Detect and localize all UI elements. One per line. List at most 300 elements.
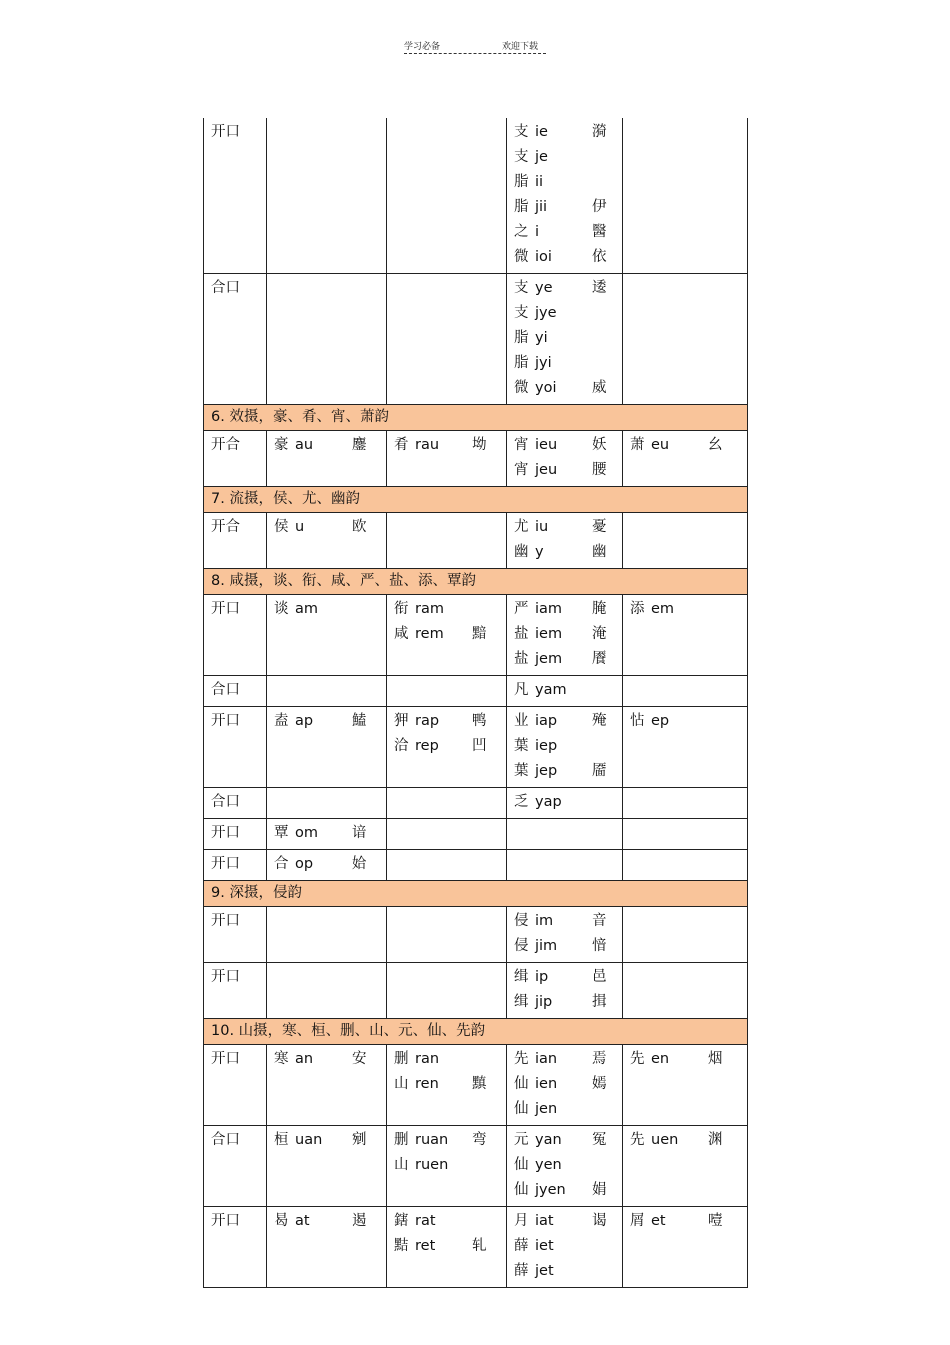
example-character: 腰 xyxy=(592,462,607,478)
rhyme-entry xyxy=(394,622,499,647)
rhyme-entry xyxy=(394,433,499,458)
rhyme-character: 鎋 xyxy=(394,1213,409,1229)
rhyme-romanization: iet xyxy=(535,1238,554,1254)
rhyme-character: 凡 xyxy=(514,682,529,698)
rhyme-entry xyxy=(394,1209,499,1234)
rhyme-character: 屑 xyxy=(630,1213,645,1229)
rhyme-romanization: om xyxy=(295,825,318,841)
rhyme-character: 微 xyxy=(514,249,529,265)
table-row xyxy=(204,676,748,707)
rhyme-cell xyxy=(507,431,623,487)
rhyme-character: 支 xyxy=(514,149,529,165)
rhyme-character: 支 xyxy=(514,305,529,321)
rhyme-romanization: ii xyxy=(535,174,544,190)
rhyme-cell xyxy=(623,850,748,881)
example-character: 娟 xyxy=(592,1182,607,1198)
rhyme-character: 合 xyxy=(274,856,289,872)
row-label: 开口 xyxy=(204,819,267,850)
rhyme-cell xyxy=(387,850,507,881)
rhyme-romanization: im xyxy=(535,913,554,929)
row-label: 开口 xyxy=(204,963,267,1019)
example-character: 幽 xyxy=(592,544,607,560)
rhyme-character: 支 xyxy=(514,280,529,296)
rhyme-romanization: at xyxy=(295,1213,310,1229)
rhyme-romanization: jim xyxy=(535,938,558,954)
rhyme-cell xyxy=(507,676,623,707)
example-character: 鸭 xyxy=(472,713,487,729)
rhyme-entry xyxy=(514,1047,615,1072)
rhyme-cell xyxy=(387,676,507,707)
rhyme-romanization: iem xyxy=(535,626,563,642)
rhyme-character: 洽 xyxy=(394,738,409,754)
rhyme-cell xyxy=(387,788,507,819)
rhyme-cell xyxy=(267,963,387,1019)
example-character: 愔 xyxy=(592,938,607,954)
rhyme-entry xyxy=(514,120,615,145)
rhyme-romanization: ruan xyxy=(415,1132,449,1148)
rhyme-entry xyxy=(514,195,615,220)
rhyme-character: 仙 xyxy=(514,1157,529,1173)
rhyme-entry xyxy=(514,1128,615,1153)
example-character: 鰪 xyxy=(352,713,367,729)
example-character: 凹 xyxy=(472,738,487,754)
rhyme-cell xyxy=(387,274,507,405)
rhyme-entry xyxy=(630,597,740,622)
rhyme-romanization: jye xyxy=(535,305,557,321)
rhyme-character: 薛 xyxy=(514,1263,529,1279)
rhyme-cell xyxy=(267,118,387,274)
example-character: 剜 xyxy=(352,1132,367,1148)
rhyme-cell xyxy=(507,274,623,405)
rhyme-romanization: yap xyxy=(535,794,562,810)
rhyme-character: 盐 xyxy=(514,626,529,642)
rhyme-cell xyxy=(623,819,748,850)
rhyme-entry xyxy=(274,852,379,877)
rhyme-romanization: iu xyxy=(535,519,549,535)
rhyme-romanization: yoi xyxy=(535,380,557,396)
rhyme-character: 宵 xyxy=(514,437,529,453)
rhyme-entry xyxy=(630,433,740,458)
rhyme-cell xyxy=(623,1207,748,1288)
rhyme-character: 萧 xyxy=(630,437,645,453)
table-row xyxy=(204,788,748,819)
rhyme-entry xyxy=(394,709,499,734)
example-character: 妖 xyxy=(592,437,607,453)
rhyme-cell xyxy=(387,1126,507,1207)
rhyme-character: 葉 xyxy=(514,738,529,754)
rhyme-character: 衔 xyxy=(394,601,409,617)
rhyme-romanization: jet xyxy=(535,1263,554,1279)
rhyme-entry xyxy=(514,376,615,401)
rhyme-romanization: op xyxy=(295,856,314,872)
rhyme-romanization: rem xyxy=(415,626,444,642)
rhyme-character: 脂 xyxy=(514,355,529,371)
rhyme-romanization: am xyxy=(295,601,319,617)
example-character: 幺 xyxy=(708,437,723,453)
rhyme-entry xyxy=(514,145,615,170)
rhyme-character: 宵 xyxy=(514,462,529,478)
rhyme-character: 盐 xyxy=(514,651,529,667)
rhyme-entry xyxy=(514,734,615,759)
rhyme-entry xyxy=(514,326,615,351)
rhyme-cell xyxy=(507,1045,623,1126)
rhyme-entry xyxy=(514,678,615,703)
section-header-row xyxy=(204,881,748,907)
rhyme-romanization: iap xyxy=(535,713,558,729)
rhyme-entry xyxy=(514,759,615,784)
rhyme-cell xyxy=(507,707,623,788)
rhyme-entry xyxy=(514,597,615,622)
rhyme-character: 侵 xyxy=(514,913,529,929)
rhyme-cell xyxy=(387,707,507,788)
rhyme-entry xyxy=(514,245,615,270)
rhyme-character: 先 xyxy=(630,1051,645,1067)
rhyme-entry xyxy=(514,622,615,647)
header-left-text: 学习必备 xyxy=(404,42,441,52)
rhyme-character: 怗 xyxy=(630,713,645,729)
page-header xyxy=(404,39,546,57)
rhyme-cell xyxy=(507,118,623,274)
rhyme-romanization: et xyxy=(651,1213,666,1229)
example-character: 渊 xyxy=(708,1132,723,1148)
example-character: 漪 xyxy=(592,124,607,140)
rhyme-romanization: jeu xyxy=(535,462,558,478)
rhyme-cell xyxy=(623,513,748,569)
rhyme-character: 仙 xyxy=(514,1101,529,1117)
rhyme-entry xyxy=(514,458,615,483)
rhyme-entry xyxy=(394,1234,499,1259)
rhyme-character: 脂 xyxy=(514,199,529,215)
section-header-row xyxy=(204,1019,748,1045)
rhyme-character: 寒 xyxy=(274,1051,289,1067)
row-label: 开合 xyxy=(204,513,267,569)
rhyme-romanization: yen xyxy=(535,1157,562,1173)
rhyme-cell xyxy=(507,788,623,819)
rhyme-character: 山 xyxy=(394,1157,409,1173)
rhyme-table-body xyxy=(204,118,748,1288)
rhyme-character: 薛 xyxy=(514,1238,529,1254)
rhyme-romanization: ye xyxy=(535,280,553,296)
example-character: 烟 xyxy=(708,1051,723,1067)
rhyme-entry xyxy=(394,734,499,759)
example-character: 遏 xyxy=(352,1213,367,1229)
rhyme-entry xyxy=(394,1153,499,1178)
rhyme-romanization: iat xyxy=(535,1213,554,1229)
rhyme-character: 先 xyxy=(630,1132,645,1148)
rhyme-romanization: rap xyxy=(415,713,440,729)
row-label: 开口 xyxy=(204,1207,267,1288)
rhyme-romanization: iam xyxy=(535,601,563,617)
table-row xyxy=(204,819,748,850)
rhyme-cell xyxy=(623,431,748,487)
rhyme-entry xyxy=(514,965,615,990)
rhyme-entry xyxy=(514,276,615,301)
rhyme-entry xyxy=(514,301,615,326)
section-title: 8. 咸摄，谈、衔、咸、严、盐、添、覃韵 xyxy=(204,569,748,595)
rhyme-entry xyxy=(274,1128,379,1153)
example-character: 醫 xyxy=(592,224,607,240)
example-character: 欧 xyxy=(352,519,367,535)
rhyme-character: 脂 xyxy=(514,174,529,190)
rhyme-entry xyxy=(514,1072,615,1097)
table-row xyxy=(204,850,748,881)
rhyme-cell xyxy=(507,1207,623,1288)
rhyme-romanization: yi xyxy=(535,330,548,346)
rhyme-entry xyxy=(274,1047,379,1072)
rhyme-character: 删 xyxy=(394,1051,409,1067)
rhyme-romanization: y xyxy=(535,544,544,560)
rhyme-entry xyxy=(514,934,615,959)
table-row xyxy=(204,1045,748,1126)
rhyme-character: 微 xyxy=(514,380,529,396)
example-character: 威 xyxy=(592,380,607,396)
rhyme-romanization: ien xyxy=(535,1076,558,1092)
rhyme-character: 缉 xyxy=(514,994,529,1010)
row-label: 开口 xyxy=(204,907,267,963)
rhyme-character: 咸 xyxy=(394,626,409,642)
table-row xyxy=(204,513,748,569)
rhyme-cell xyxy=(267,850,387,881)
example-character: 揖 xyxy=(592,994,607,1010)
rhyme-cell xyxy=(387,1207,507,1288)
rhyme-romanization: eu xyxy=(651,437,670,453)
rhyme-cell xyxy=(507,819,623,850)
rhyme-character: 仙 xyxy=(514,1182,529,1198)
rhyme-romanization: ian xyxy=(535,1051,558,1067)
rhyme-character: 删 xyxy=(394,1132,409,1148)
rhyme-romanization: jii xyxy=(535,199,548,215)
section-header-row xyxy=(204,405,748,431)
section-header-row xyxy=(204,487,748,513)
rhyme-entry xyxy=(514,351,615,376)
example-character: 焉 xyxy=(592,1051,607,1067)
rhyme-entry xyxy=(630,1209,740,1234)
rhyme-character: 先 xyxy=(514,1051,529,1067)
section-header-row xyxy=(204,569,748,595)
example-character: 嫣 xyxy=(592,1076,607,1092)
rhyme-character: 添 xyxy=(630,601,645,617)
row-label: 开口 xyxy=(204,1045,267,1126)
rhyme-entry xyxy=(514,990,615,1015)
rhyme-character: 侯 xyxy=(274,519,289,535)
rhyme-cell xyxy=(623,676,748,707)
example-character: 弯 xyxy=(472,1132,487,1148)
rhyme-entry xyxy=(514,647,615,672)
table-row xyxy=(204,595,748,676)
rhyme-character: 严 xyxy=(514,601,529,617)
rhyme-entry xyxy=(514,1259,615,1284)
rhyme-romanization: uan xyxy=(295,1132,323,1148)
section-title: 9. 深摄，侵韵 xyxy=(204,881,748,907)
rhyme-character: 盍 xyxy=(274,713,289,729)
rhyme-romanization: au xyxy=(295,437,314,453)
rhyme-romanization: yam xyxy=(535,682,567,698)
rhyme-entry xyxy=(514,1234,615,1259)
rhyme-cell xyxy=(623,118,748,274)
rhyme-cell xyxy=(623,963,748,1019)
row-label: 开口 xyxy=(204,118,267,274)
rhyme-character: 豪 xyxy=(274,437,289,453)
example-character: 冤 xyxy=(592,1132,607,1148)
rhyme-character: 黠 xyxy=(394,1238,409,1254)
rhyme-cell xyxy=(387,513,507,569)
rhyme-entry xyxy=(514,1209,615,1234)
rhyme-cell xyxy=(623,707,748,788)
rhyme-cell xyxy=(267,707,387,788)
rhyme-romanization: ioi xyxy=(535,249,552,265)
rhyme-character: 曷 xyxy=(274,1213,289,1229)
rhyme-romanization: an xyxy=(295,1051,314,1067)
row-label: 合口 xyxy=(204,788,267,819)
rhyme-character: 肴 xyxy=(394,437,409,453)
rhyme-cell xyxy=(267,819,387,850)
rhyme-character: 元 xyxy=(514,1132,529,1148)
rhyme-entry xyxy=(394,1128,499,1153)
rhyme-cell xyxy=(387,1045,507,1126)
rhyme-cell xyxy=(507,595,623,676)
rhyme-romanization: rep xyxy=(415,738,439,754)
table-row xyxy=(204,431,748,487)
rhyme-cell xyxy=(623,1126,748,1207)
example-character: 谙 xyxy=(352,825,367,841)
rhyme-entry xyxy=(514,540,615,565)
rhyme-cell xyxy=(267,274,387,405)
rhyme-entry xyxy=(514,709,615,734)
rhyme-cell xyxy=(507,513,623,569)
rhyme-cell xyxy=(507,907,623,963)
rhyme-cell xyxy=(623,274,748,405)
rhyme-character: 支 xyxy=(514,124,529,140)
rhyme-character: 乏 xyxy=(514,794,529,810)
rhyme-cell xyxy=(267,907,387,963)
rhyme-character: 狎 xyxy=(394,713,409,729)
rhyme-table xyxy=(203,118,748,1288)
row-label: 合口 xyxy=(204,676,267,707)
row-label: 开合 xyxy=(204,431,267,487)
example-character: 谒 xyxy=(592,1213,607,1229)
example-character: 轧 xyxy=(472,1238,487,1254)
rhyme-romanization: ruen xyxy=(415,1157,449,1173)
rhyme-romanization: jyen xyxy=(535,1182,566,1198)
rhyme-cell xyxy=(623,595,748,676)
rhyme-entry xyxy=(394,1047,499,1072)
row-label: 开口 xyxy=(204,850,267,881)
rhyme-entry xyxy=(630,709,740,734)
rhyme-romanization: jep xyxy=(535,763,558,779)
example-character: 腌 xyxy=(592,601,607,617)
rhyme-cell xyxy=(387,431,507,487)
example-character: 噎 xyxy=(708,1213,723,1229)
rhyme-entry xyxy=(514,220,615,245)
example-character: 靥 xyxy=(592,763,607,779)
example-character: 黯 xyxy=(472,626,487,642)
rhyme-cell xyxy=(507,963,623,1019)
row-label: 开口 xyxy=(204,707,267,788)
rhyme-entry xyxy=(274,515,379,540)
rhyme-cell xyxy=(623,788,748,819)
rhyme-cell xyxy=(507,1126,623,1207)
rhyme-entry xyxy=(514,433,615,458)
table-row xyxy=(204,1207,748,1288)
rhyme-romanization: i xyxy=(535,224,540,240)
header-rule xyxy=(404,53,546,54)
rhyme-romanization: uen xyxy=(651,1132,679,1148)
rhyme-romanization: jen xyxy=(535,1101,558,1117)
rhyme-romanization: en xyxy=(651,1051,670,1067)
example-character: 姶 xyxy=(352,856,367,872)
rhyme-entry xyxy=(394,597,499,622)
rhyme-character: 幽 xyxy=(514,544,529,560)
rhyme-cell xyxy=(507,850,623,881)
rhyme-character: 脂 xyxy=(514,330,529,346)
rhyme-romanization: rau xyxy=(415,437,440,453)
example-character: 音 xyxy=(592,913,607,929)
row-label: 合口 xyxy=(204,274,267,405)
example-character: 憂 xyxy=(592,519,607,535)
rhyme-character: 仙 xyxy=(514,1076,529,1092)
rhyme-character: 月 xyxy=(514,1213,529,1229)
section-title: 7. 流摄，侯、尤、幽韵 xyxy=(204,487,748,513)
table-row xyxy=(204,907,748,963)
rhyme-romanization: u xyxy=(295,519,305,535)
rhyme-cell xyxy=(267,1045,387,1126)
rhyme-cell xyxy=(387,595,507,676)
table-row xyxy=(204,118,748,274)
rhyme-romanization: jip xyxy=(535,994,553,1010)
example-character: 餍 xyxy=(592,651,607,667)
rhyme-entry xyxy=(274,709,379,734)
rhyme-romanization: ieu xyxy=(535,437,558,453)
example-character: 黰 xyxy=(472,1076,487,1092)
rhyme-character: 缉 xyxy=(514,969,529,985)
rhyme-entry xyxy=(514,1178,615,1203)
rhyme-entry xyxy=(274,597,379,622)
rhyme-romanization: em xyxy=(651,601,675,617)
table-row xyxy=(204,1126,748,1207)
rhyme-cell xyxy=(267,431,387,487)
section-title: 6. 效摄，豪、肴、宵、萧韵 xyxy=(204,405,748,431)
rhyme-entry xyxy=(514,515,615,540)
example-character: 坳 xyxy=(472,437,487,453)
rhyme-cell xyxy=(267,676,387,707)
rhyme-entry xyxy=(630,1047,740,1072)
rhyme-romanization: ap xyxy=(295,713,314,729)
rhyme-cell xyxy=(267,1126,387,1207)
rhyme-romanization: ret xyxy=(415,1238,436,1254)
rhyme-romanization: ie xyxy=(535,124,548,140)
rhyme-character: 葉 xyxy=(514,763,529,779)
section-title: 10. 山摄，寒、桓、删、山、元、仙、先韵 xyxy=(204,1019,748,1045)
rhyme-cell xyxy=(623,907,748,963)
rhyme-entry xyxy=(514,1097,615,1122)
example-character: 伊 xyxy=(592,199,607,215)
rhyme-entry xyxy=(514,170,615,195)
rhyme-entry xyxy=(394,1072,499,1097)
row-label: 合口 xyxy=(204,1126,267,1207)
rhyme-cell xyxy=(267,513,387,569)
rhyme-romanization: rat xyxy=(415,1213,436,1229)
rhyme-romanization: ren xyxy=(415,1076,439,1092)
rhyme-romanization: jyi xyxy=(535,355,552,371)
rhyme-romanization: ep xyxy=(651,713,670,729)
table-row xyxy=(204,963,748,1019)
rhyme-romanization: ram xyxy=(415,601,444,617)
example-character: 依 xyxy=(592,249,607,265)
rhyme-cell xyxy=(267,788,387,819)
rhyme-entry xyxy=(514,909,615,934)
rhyme-cell xyxy=(387,963,507,1019)
rhyme-cell xyxy=(623,1045,748,1126)
